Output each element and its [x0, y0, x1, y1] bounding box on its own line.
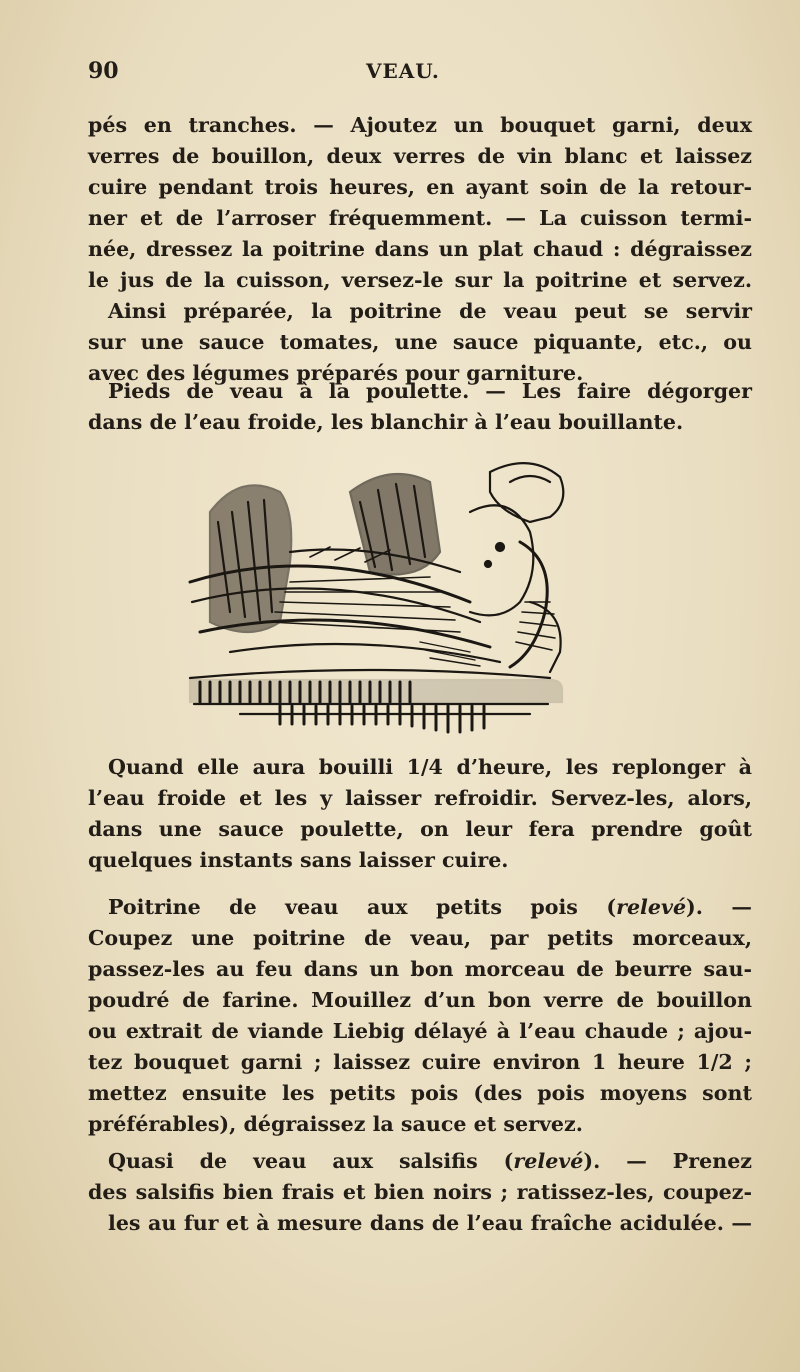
text-fragment: ( [577, 895, 617, 919]
recipe-heading-line [88, 1146, 752, 1177]
text-line: avec des légumes préparés pour garniture. [88, 361, 584, 385]
page-header [88, 58, 748, 88]
text-line: le jus de la cuisson, versez-le sur la poitrine et servez. [88, 268, 752, 292]
text-line: sur une sauce tomates, une sauce piquante, etc., ou [88, 330, 752, 354]
recipe-heading-line [88, 892, 752, 923]
recipe-quasi-salsifis [88, 1146, 752, 1239]
text-fragment: ). — Prenez [583, 1149, 752, 1173]
text-line: les au fur et à mesure dans de l’eau fraîche acidulée. — [108, 1211, 752, 1235]
text-line: née, dressez la poitrine dans un plat chaud : dégraissez [88, 237, 752, 261]
text-line: Ainsi préparée, la poitrine de veau peut se servir [108, 299, 752, 323]
text-line: mettez ensuite les petits pois (des pois moyens sont [88, 1081, 752, 1105]
text-line: préférables), dégraissez la sauce et servez. [88, 1112, 583, 1136]
recipe-course-note: relevé [513, 1149, 584, 1173]
recipe-title: Poitrine de veau aux petits pois [108, 895, 578, 919]
text-line: Coupez une poitrine de veau, par petits morceaux, [88, 926, 752, 950]
text-line: tez bouquet garni ; laissez cuire environ 1 heure 1/2 ; [88, 1050, 752, 1074]
text-line: l’eau froide et les y laisser refroidir. Servez-les, alors, [88, 786, 752, 810]
recipe-course-note: relevé [616, 895, 687, 919]
text-line: dans une sauce poulette, on leur fera prendre goût [88, 817, 752, 841]
text-line: ner et de l’arroser fréquemment. — La cuisson termi- [88, 206, 752, 230]
text-line: passez-les au feu dans un bon morceau de beurre sau- [88, 957, 752, 981]
text-line: des salsifis bien frais et bien noirs ; ratissez-les, coupez- [88, 1180, 752, 1204]
page-number: 90 [88, 58, 119, 84]
text-line: cuire pendant trois heures, en ayant soin de la retour- [88, 175, 752, 199]
text-line: quelques instants sans laisser cuire. [88, 848, 509, 872]
paragraph-poitrine-cooking [88, 110, 752, 389]
text-line: pés en tranches. — Ajoutez un bouquet garni, deux [88, 113, 752, 137]
recipe-title: Quasi de veau aux salsifis [108, 1149, 478, 1173]
calf-feet-dish-illustration [170, 452, 610, 742]
recipe-title: Pieds de veau à la poulette. [108, 379, 470, 403]
recipe-pieds-de-veau [88, 376, 752, 438]
recipe-poitrine-petits-pois [88, 892, 752, 1140]
text-fragment: ). — [686, 895, 752, 919]
text-line: dans de l’eau froide, les blanchir à l’eau bouillante. [88, 410, 684, 434]
text-fragment: — Les faire dégorger [469, 379, 752, 403]
running-title: VEAU. [366, 59, 440, 83]
paragraph-pieds-instructions [88, 752, 752, 876]
recipe-heading-line [88, 376, 752, 407]
text-line: verres de bouillon, deux verres de vin blanc et laissez [88, 144, 752, 168]
text-line: poudré de farine. Mouillez d’un bon verre de bouillon [88, 988, 752, 1012]
text-line: Quand elle aura bouilli 1/4 d’heure, les replonger à [108, 755, 752, 779]
text-fragment: ( [477, 1149, 514, 1173]
text-line: ou extrait de viande Liebig délayé à l’eau chaude ; ajou- [88, 1019, 752, 1043]
